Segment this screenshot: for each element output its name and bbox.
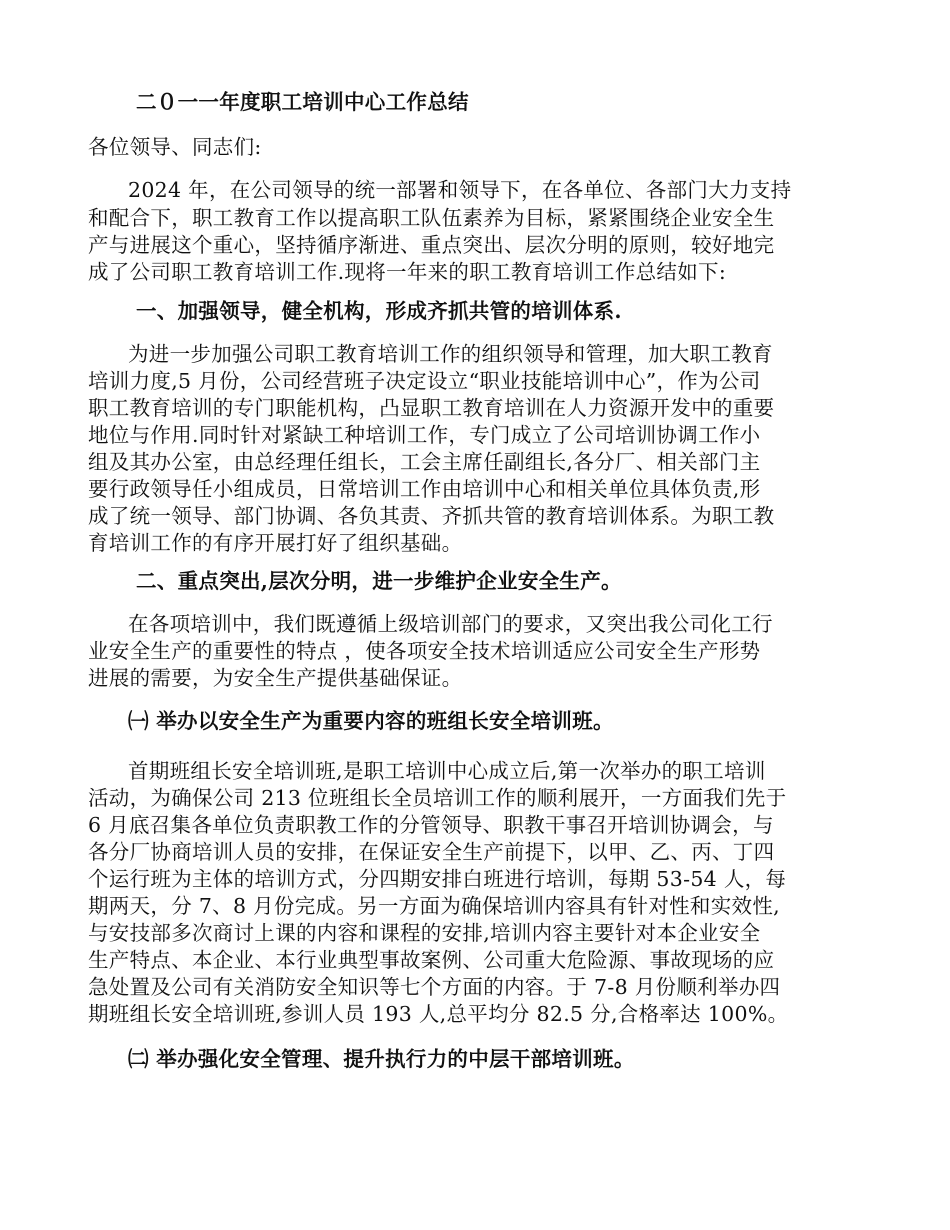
section2-line: 业安全生产的重要性的特点 ，使各项安全技术培训适应公司安全生产形势 bbox=[88, 639, 761, 663]
subsection1-line: 生产特点、本企业、本行业典型事故案例、公司重大危险源、事故现场的应 bbox=[88, 948, 775, 972]
section2-heading: 二、重点突出,层次分明，进一步维护企业安全生产。 bbox=[136, 569, 622, 593]
section1-line: 职工教育培训的专门职能机构，凸显职工教育培训在人力资源开发中的重要 bbox=[88, 396, 775, 420]
subsection1-line: 与安技部多次商讨上课的内容和课程的安排,培训内容主要针对本企业安全 bbox=[88, 921, 761, 945]
subsection1-line: 活动，为确保公司 213 位班组长全员培训工作的顺利展开，一方面我们先于 bbox=[88, 786, 787, 810]
subsection1-line: 个运行班为主体的培训方式，分四期安排白班进行培训，每期 53-54 人，每 bbox=[88, 867, 787, 891]
intro-line: 和配合下，职工教育工作以提高职工队伍素养为目标，紧紧围绕企业安全生 bbox=[88, 206, 775, 230]
section1-line: 育培训工作的有序开展打好了组织基础。 bbox=[88, 531, 463, 555]
document-title: 二０一一年度职工培训中心工作总结 bbox=[136, 90, 469, 114]
section1-line: 成了统一领导、部门协调、各负其责、齐抓共管的教育培训体系。为职工教 bbox=[88, 504, 775, 528]
section1-line: 组及其办公室，由总经理任组长，工会主席任副组长,各分厂、相关部门主 bbox=[88, 450, 761, 474]
subsection1-line: 期班组长安全培训班,参训人员 193 人,总平均分 82.5 分,合格率达 100%。 bbox=[88, 1002, 789, 1026]
section2-line: 进展的需要，为安全生产提供基础保证。 bbox=[88, 666, 463, 690]
section1-heading: 一、加强领导，健全机构，形成齐抓共管的培训体系. bbox=[136, 299, 622, 323]
intro-line: 成了公司职工教育培训工作.现将一年来的职工教育培训工作总结如下: bbox=[88, 260, 727, 284]
salutation: 各位领导、同志们: bbox=[88, 135, 262, 159]
subsection1-line: 首期班组长安全培训班,是职工培训中心成立后,第一次举办的职工培训 bbox=[128, 759, 766, 783]
section1-line: 要行政领导任小组成员，日常培训工作由培训中心和相关单位具体负责,形 bbox=[88, 477, 761, 501]
intro-line: 2024 年，在公司领导的统一部署和领导下，在各单位、各部门大力支持 bbox=[128, 178, 792, 202]
subsection1-heading: ㈠ 举办以安全生产为重要内容的班组长安全培训班。 bbox=[128, 709, 614, 733]
subsection2-heading: ㈡ 举办强化安全管理、提升执行力的中层干部培训班。 bbox=[128, 1047, 635, 1071]
section2-line: 在各项培训中，我们既遵循上级培训部门的要求，又突出我公司化工行 bbox=[128, 612, 773, 636]
section1-line: 地位与作用.同时针对紧缺工种培训工作，专门成立了公司培训协调工作小 bbox=[88, 423, 761, 447]
section1-line: 为进一步加强公司职工教育培训工作的组织领导和管理，加大职工教育 bbox=[128, 342, 773, 366]
subsection1-line: 急处置及公司有关消防安全知识等七个方面的内容。于 7-8 月份顺利举办四 bbox=[88, 975, 781, 999]
subsection1-line: 各分厂协商培训人员的安排，在保证安全生产前提下，以甲、乙、丙、丁四 bbox=[88, 840, 775, 864]
subsection1-line: 期两天，分 7、8 月份完成。另一方面为确保培训内容具有针对性和实效性, bbox=[88, 894, 780, 918]
subsection1-line: 6 月底召集各单位负责职教工作的分管领导、职教干事召开培训协调会，与 bbox=[88, 813, 774, 837]
section1-line: 培训力度,5 月份，公司经营班子决定设立“职业技能培训中心”，作为公司 bbox=[88, 369, 761, 393]
intro-line: 产与进展这个重心，坚持循序渐进、重点突出、层次分明的原则，较好地完 bbox=[88, 233, 775, 257]
